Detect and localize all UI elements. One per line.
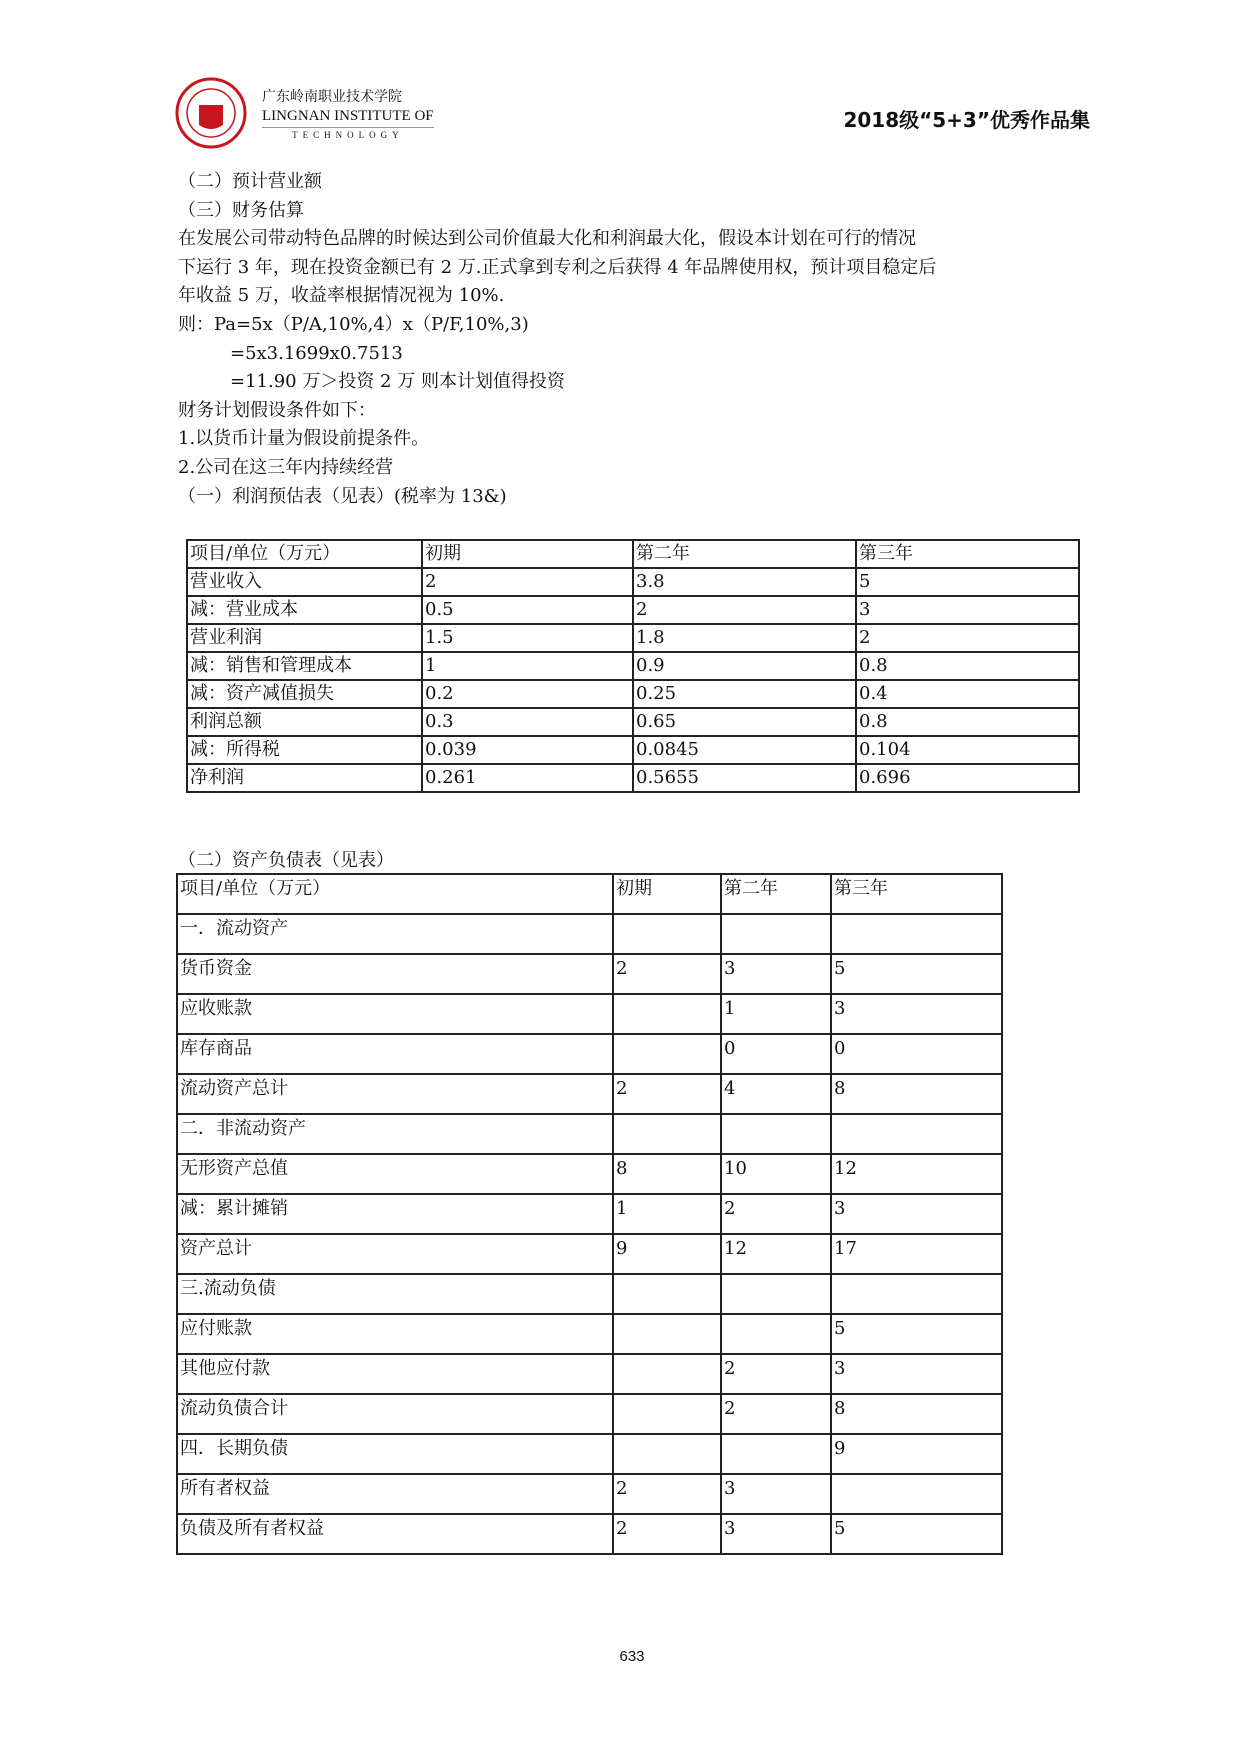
table-cell: 减：资产减值损失 <box>187 680 422 708</box>
table-cell: 第二年 <box>633 540 856 568</box>
table-cell <box>613 1114 721 1154</box>
paragraph-line: 财务计划假设条件如下： <box>178 399 376 421</box>
table-caption: （一）利润预估表（见表）(税率为 13&) <box>178 485 507 507</box>
table-cell: 减：所得税 <box>187 736 422 764</box>
table-cell: 减：销售和管理成本 <box>187 652 422 680</box>
table-cell: 9 <box>613 1234 721 1274</box>
table-cell: 2 <box>633 596 856 624</box>
table-header-row <box>177 874 1002 914</box>
table-row <box>177 1114 1002 1154</box>
table-cell: 应收账款 <box>177 994 613 1034</box>
table-cell: 营业收入 <box>187 568 422 596</box>
table-cell: 12 <box>831 1154 1002 1194</box>
table-cell: 2 <box>856 624 1079 652</box>
table-cell: 0.25 <box>633 680 856 708</box>
table-cell: 3.8 <box>633 568 856 596</box>
table-cell <box>721 1114 831 1154</box>
table-row <box>177 994 1002 1034</box>
table-cell <box>721 914 831 954</box>
table-row <box>187 596 1079 624</box>
table-cell: 3 <box>721 1514 831 1554</box>
table-cell <box>613 1034 721 1074</box>
table-cell: 减：营业成本 <box>187 596 422 624</box>
table-cell: 12 <box>721 1234 831 1274</box>
table-cell: 第三年 <box>831 874 1002 914</box>
table-cell: 0.5655 <box>633 764 856 792</box>
table-cell: 2 <box>613 1474 721 1514</box>
table-cell <box>831 914 1002 954</box>
table-cell <box>831 1274 1002 1314</box>
table-cell: 其他应付款 <box>177 1354 613 1394</box>
table-cell: 1 <box>422 652 633 680</box>
table-cell: 2 <box>721 1394 831 1434</box>
table-cell: 5 <box>831 1314 1002 1354</box>
table-cell: 货币资金 <box>177 954 613 994</box>
heading: （三）财务估算 <box>178 199 304 221</box>
school-logo <box>175 77 247 149</box>
table-cell: 3 <box>856 596 1079 624</box>
table-row <box>177 1474 1002 1514</box>
table-cell: 2 <box>613 1074 721 1114</box>
table-row <box>177 1354 1002 1394</box>
table-cell: 0.039 <box>422 736 633 764</box>
table-cell: 0.5 <box>422 596 633 624</box>
table-caption: （二）资产负债表（见表） <box>178 850 394 871</box>
table-cell <box>721 1434 831 1474</box>
table-row <box>177 1274 1002 1314</box>
table-cell: 0.65 <box>633 708 856 736</box>
table-cell: 库存商品 <box>177 1034 613 1074</box>
page-number: 633 <box>619 1648 645 1665</box>
table-cell: 所有者权益 <box>177 1474 613 1514</box>
table-cell: 0.8 <box>856 708 1079 736</box>
table-row <box>187 680 1079 708</box>
table-cell: 2 <box>613 1514 721 1554</box>
table-cell <box>831 1474 1002 1514</box>
table-cell: 5 <box>831 954 1002 994</box>
table-cell: 3 <box>831 994 1002 1034</box>
table-cell: 项目/单位（万元） <box>187 540 422 568</box>
table-cell: 四．长期负债 <box>177 1434 613 1474</box>
table-cell: 第二年 <box>721 874 831 914</box>
table-cell <box>721 1274 831 1314</box>
table-cell: 初期 <box>613 874 721 914</box>
table-cell: 减：累计摊销 <box>177 1194 613 1234</box>
table-cell: 5 <box>856 568 1079 596</box>
table-cell: 3 <box>721 954 831 994</box>
table-cell: 应付账款 <box>177 1314 613 1354</box>
table-row <box>187 736 1079 764</box>
table-cell: 利润总额 <box>187 708 422 736</box>
table-cell <box>721 1314 831 1354</box>
table-cell: 资产总计 <box>177 1234 613 1274</box>
table-row <box>177 1154 1002 1194</box>
school-name-en-2: TECHNOLOGY <box>292 130 404 140</box>
table-cell: 0.8 <box>856 652 1079 680</box>
balance-sheet-table <box>176 873 1003 1555</box>
table-row <box>177 1194 1002 1234</box>
table-cell: 净利润 <box>187 764 422 792</box>
table-row <box>187 764 1079 792</box>
table-cell: 8 <box>831 1074 1002 1114</box>
table-row <box>177 1074 1002 1114</box>
table-cell: 营业利润 <box>187 624 422 652</box>
table-cell <box>613 1394 721 1434</box>
list-item: 2.公司在这三年内持续经营 <box>178 456 394 478</box>
table-cell <box>613 994 721 1034</box>
table-row <box>187 568 1079 596</box>
table-cell <box>613 1434 721 1474</box>
table-header-row <box>187 540 1079 568</box>
body-text <box>178 168 1093 511</box>
table-row <box>177 1514 1002 1554</box>
table-cell: 1 <box>721 994 831 1034</box>
table-cell: 0.9 <box>633 652 856 680</box>
table-cell: 1.5 <box>422 624 633 652</box>
table-row <box>177 1434 1002 1474</box>
formula-line: =5x3.1699x0.7513 <box>230 342 403 364</box>
formula-line: 则：Pa=5x（P/A,10%,4）x（P/F,10%,3) <box>178 313 529 335</box>
table-cell: 0 <box>831 1034 1002 1074</box>
table-cell: 二．非流动资产 <box>177 1114 613 1154</box>
header-title: 2018级“5+3”优秀作品集 <box>843 108 1090 132</box>
table-row <box>177 1234 1002 1274</box>
table-cell: 5 <box>831 1514 1002 1554</box>
table-cell: 无形资产总值 <box>177 1154 613 1194</box>
table-cell <box>831 1114 1002 1154</box>
table-cell: 4 <box>721 1074 831 1114</box>
list-item: 1.以货币计量为假设前提条件。 <box>178 428 430 450</box>
table-cell: 0 <box>721 1034 831 1074</box>
table-row <box>187 624 1079 652</box>
table-row <box>177 1314 1002 1354</box>
table-cell: 9 <box>831 1434 1002 1474</box>
formula-line: =11.90 万＞投资 2 万 则本计划值得投资 <box>230 371 565 393</box>
paragraph-line: 年收益 5 万，收益率根据情况视为 10%. <box>178 285 505 307</box>
table-cell: 0.2 <box>422 680 633 708</box>
table-cell: 0.261 <box>422 764 633 792</box>
school-name <box>262 86 434 140</box>
paragraph-line: 在发展公司带动特色品牌的时候达到公司价值最大化和利润最大化，假设本计划在可行的情况 <box>178 228 916 250</box>
table-cell: 一．流动资产 <box>177 914 613 954</box>
table-cell <box>613 1274 721 1314</box>
table-cell: 3 <box>831 1354 1002 1394</box>
table-cell: 流动负债合计 <box>177 1394 613 1434</box>
school-name-en: LINGNAN INSTITUTE OF <box>262 108 434 128</box>
table-cell: 0.104 <box>856 736 1079 764</box>
table-cell: 流动资产总计 <box>177 1074 613 1114</box>
table-cell: 负债及所有者权益 <box>177 1514 613 1554</box>
table-cell: 0.696 <box>856 764 1079 792</box>
table-cell: 2 <box>613 954 721 994</box>
table-row <box>177 1394 1002 1434</box>
school-name-cn: 广东岭南职业技术学院 <box>262 89 402 105</box>
table-row <box>177 1034 1002 1074</box>
paragraph-line: 下运行 3 年，现在投资金额已有 2 万.正式拿到专利之后获得 4 年品牌使用权，预计项目稳定后 <box>178 256 937 278</box>
table-cell: 3 <box>831 1194 1002 1234</box>
table-row <box>187 652 1079 680</box>
table-cell: 8 <box>831 1394 1002 1434</box>
table-cell: 2 <box>721 1194 831 1234</box>
table-cell: 3 <box>721 1474 831 1514</box>
table-cell: 项目/单位（万元） <box>177 874 613 914</box>
table-cell: 10 <box>721 1154 831 1194</box>
table-cell: 0.3 <box>422 708 633 736</box>
table-cell <box>613 1354 721 1394</box>
table-row <box>177 954 1002 994</box>
table-row <box>177 914 1002 954</box>
table-cell: 17 <box>831 1234 1002 1274</box>
profit-forecast-table <box>186 539 1080 793</box>
table-cell: 三.流动负债 <box>177 1274 613 1314</box>
table-cell <box>613 914 721 954</box>
table-cell: 1.8 <box>633 624 856 652</box>
table-cell: 0.0845 <box>633 736 856 764</box>
heading: （二）预计营业额 <box>178 171 322 192</box>
table-cell <box>613 1314 721 1354</box>
table-cell: 2 <box>721 1354 831 1394</box>
table-cell: 第三年 <box>856 540 1079 568</box>
table-cell: 2 <box>422 568 633 596</box>
table-row <box>187 708 1079 736</box>
table-cell: 8 <box>613 1154 721 1194</box>
table-cell: 初期 <box>422 540 633 568</box>
table-cell: 0.4 <box>856 680 1079 708</box>
table-cell: 1 <box>613 1194 721 1234</box>
